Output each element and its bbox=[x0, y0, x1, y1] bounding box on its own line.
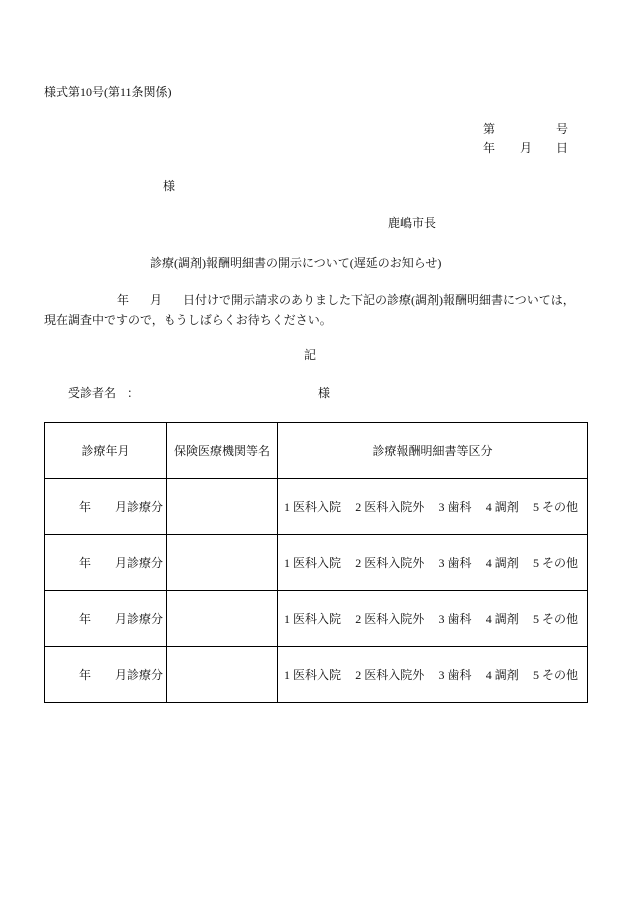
note-heading: 記 bbox=[304, 348, 317, 362]
category-option: 3 歯科 bbox=[438, 611, 472, 626]
table-row-categories bbox=[278, 591, 588, 647]
category-option: 3 歯科 bbox=[438, 499, 472, 514]
patient-colon: ： bbox=[127, 386, 140, 400]
addressee-honorific: 様 bbox=[163, 179, 176, 193]
category-option: 4 調剤 bbox=[485, 499, 519, 514]
category-option: 5 その他 bbox=[532, 667, 578, 682]
document-number-suffix: 号 bbox=[556, 122, 569, 136]
table-row-period bbox=[45, 591, 167, 647]
category-option: 1 医科入院 bbox=[284, 555, 342, 570]
table-row-institution bbox=[167, 647, 278, 703]
table-header-institution: 保険医療機関等名 bbox=[167, 423, 278, 479]
document-title: 診療(調剤)報酬明細書の開示について(遅延のお知らせ) bbox=[150, 256, 442, 270]
form-number: 様式第10号(第11条関係) bbox=[44, 85, 172, 99]
category-option: 5 その他 bbox=[532, 611, 578, 626]
category-option: 5 その他 bbox=[532, 555, 578, 570]
table-row-institution bbox=[167, 591, 278, 647]
category-option: 3 歯科 bbox=[438, 667, 472, 682]
category-option: 1 医科入院 bbox=[284, 611, 342, 626]
body-line-1: 日付けで開示請求のありました下記の診療(調剤)報酬明細書については， bbox=[183, 293, 575, 307]
category-option: 2 医科入院外 bbox=[355, 667, 425, 682]
body-year: 年 bbox=[117, 293, 130, 307]
body-line-2: 現在調査中ですので，もうしばらくお待ちください。 bbox=[44, 313, 332, 327]
table-row-institution bbox=[167, 479, 278, 535]
category-option: 2 医科入院外 bbox=[355, 611, 425, 626]
table-row-period bbox=[45, 647, 167, 703]
period-year: 年 bbox=[79, 499, 92, 514]
patient-label: 受診者名 bbox=[68, 386, 117, 400]
table-row-categories bbox=[278, 535, 588, 591]
table-header-category: 診療報酬明細書等区分 bbox=[278, 423, 588, 479]
period-year: 年 bbox=[79, 611, 92, 626]
table-row-categories bbox=[278, 479, 588, 535]
body-month: 月 bbox=[150, 293, 163, 307]
category-option: 2 医科入院外 bbox=[355, 555, 425, 570]
date-year: 年 bbox=[483, 141, 496, 155]
table-header-period: 診療年月 bbox=[45, 423, 167, 479]
category-option: 4 調剤 bbox=[485, 555, 519, 570]
date-day: 日 bbox=[556, 141, 569, 155]
category-option: 4 調剤 bbox=[485, 667, 519, 682]
table-row-institution bbox=[167, 535, 278, 591]
patient-honorific: 様 bbox=[318, 386, 331, 400]
issuer-name: 鹿嶋市長 bbox=[388, 216, 437, 230]
category-option: 4 調剤 bbox=[485, 611, 519, 626]
category-option: 3 歯科 bbox=[438, 555, 472, 570]
period-year: 年 bbox=[79, 667, 92, 682]
period-month: 月診療分 bbox=[115, 667, 164, 682]
category-option: 1 医科入院 bbox=[284, 499, 342, 514]
table-row-period bbox=[45, 535, 167, 591]
date-month: 月 bbox=[520, 141, 533, 155]
period-month: 月診療分 bbox=[115, 499, 164, 514]
table-row-categories bbox=[278, 647, 588, 703]
category-option: 5 その他 bbox=[532, 499, 578, 514]
table-row-period bbox=[45, 479, 167, 535]
period-month: 月診療分 bbox=[115, 611, 164, 626]
period-month: 月診療分 bbox=[115, 555, 164, 570]
document-number-prefix: 第 bbox=[483, 122, 496, 136]
category-option: 1 医科入院 bbox=[284, 667, 342, 682]
period-year: 年 bbox=[79, 555, 92, 570]
claims-table bbox=[44, 422, 588, 703]
category-option: 2 医科入院外 bbox=[355, 499, 425, 514]
